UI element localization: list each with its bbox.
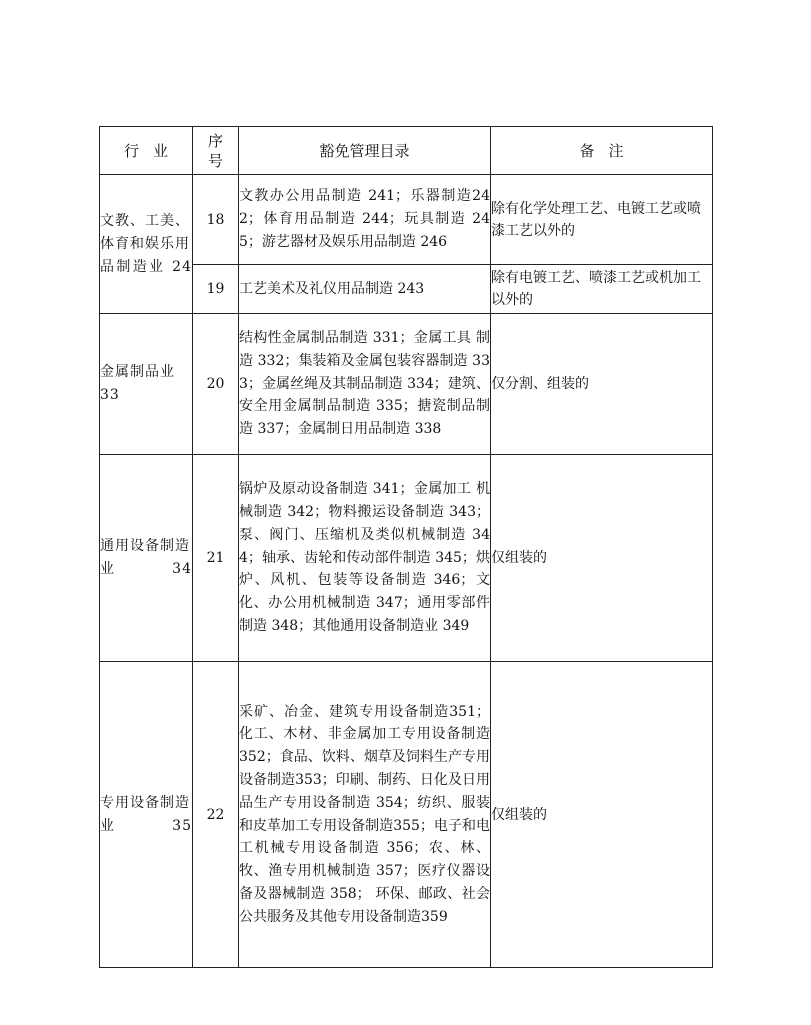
table-row	[100, 175, 713, 265]
note-cell: 仅组装的	[491, 662, 713, 968]
catalog-cell: 文教办公用品制造 241；乐器制造242；体育用品制造 244；玩具制造 245；游艺器材及娱乐用品制造 246	[239, 175, 491, 265]
seq-cell: 19	[193, 265, 239, 314]
seq-cell: 18	[193, 175, 239, 265]
industry-cell: 通用设备制造业 34	[100, 455, 193, 662]
note-cell: 除有电镀工艺、喷漆工艺或机加工以外的	[491, 265, 713, 314]
table-header-row	[100, 127, 713, 175]
seq-cell: 21	[193, 455, 239, 662]
catalog-cell: 采矿、冶金、建筑专用设备制造351； 化工、木材、非金属加工专用设备制造 352；食品、饮料、烟草及饲料生产专用设备制造353；印刷、制药、日化及日用品生产专用设备制造 354；纺织、服装和皮革加工专用设备制造355；电子和电工机械专用设备制造 356；农、林、牧、渔专用机械制造 357；医疗仪器设备及器械制造 358； 环保、邮政、社会公共服务及其他专用设备制造359	[239, 662, 491, 968]
header-seq: 序 号	[193, 127, 239, 175]
table-row	[100, 662, 713, 968]
note-cell: 仅组装的	[491, 455, 713, 662]
seq-cell: 20	[193, 314, 239, 455]
catalog-cell: 锅炉及原动设备制造 341；金属加工 机械制造 342；物料搬运设备制造 343；泵、阀门、压缩机及类似机械制造 344；轴承、齿轮和传动部件制造 345；烘炉、风机、包装等设备制造 346；文化、办公用机械制造 347；通用零部件制造 348；其他通用设备制造业 349	[239, 455, 491, 662]
table-row	[100, 455, 713, 662]
header-catalog: 豁免管理目录	[239, 127, 491, 175]
header-industry: 行业	[100, 127, 193, 175]
exemption-catalog-table	[99, 126, 713, 968]
industry-cell: 文教、工美、体育和娱乐用品制造业 24	[100, 175, 193, 314]
note-cell: 仅分割、组装的	[491, 314, 713, 455]
note-cell: 除有化学处理工艺、电镀工艺或喷漆工艺以外的	[491, 175, 713, 265]
header-note: 备注	[491, 127, 713, 175]
catalog-cell: 结构性金属制品制造 331；金属工具 制造 332；集装箱及金属包装容器制造 333；金属丝绳及其制品制造 334；建筑、安全用金属制品制造 335；搪瓷制品制造 337；金属制日用品制造 338	[239, 314, 491, 455]
catalog-cell: 工艺美术及礼仪用品制造 243	[239, 265, 491, 314]
table-row	[100, 314, 713, 455]
industry-cell: 金属制品业 33	[100, 314, 193, 455]
industry-cell: 专用设备制造业 35	[100, 662, 193, 968]
seq-cell: 22	[193, 662, 239, 968]
